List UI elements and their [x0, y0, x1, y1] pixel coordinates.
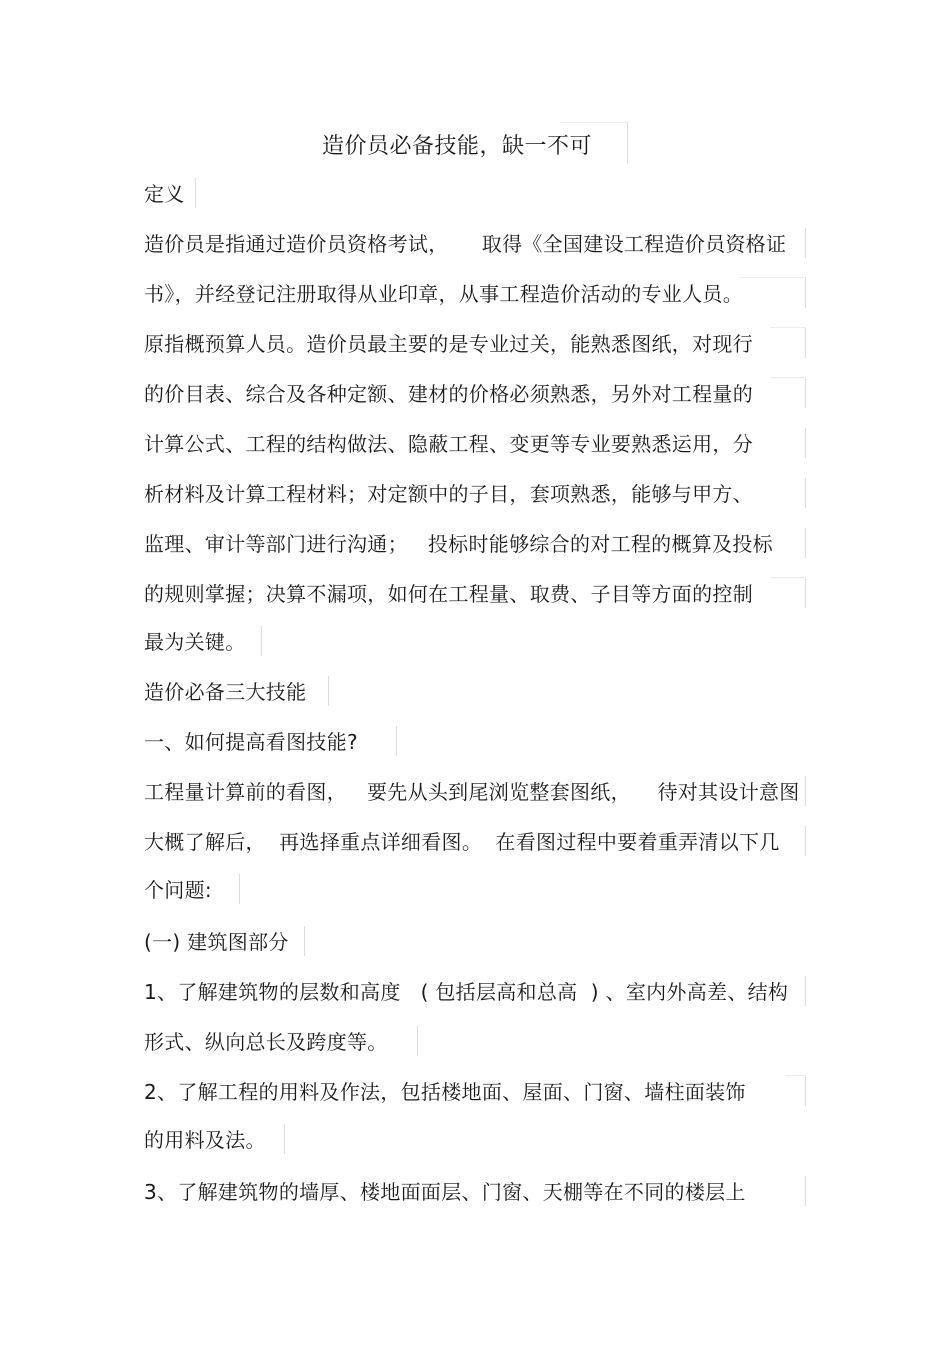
- separator-mark: [261, 626, 262, 656]
- list-item: 3、了解建筑物的墙厚、楼地面面层、门窗、天棚等在不同的楼层上: [144, 1180, 746, 1204]
- separator-mark: [740, 277, 806, 278]
- separator-mark: [805, 1176, 806, 1206]
- separator-mark: [805, 228, 806, 258]
- separator-mark: [560, 122, 628, 123]
- separator-mark: [770, 327, 806, 328]
- separator-mark: [770, 577, 806, 578]
- paragraph-line: 析材料及计算工程材料；对定额中的子目，套项熟悉，能够与甲方、: [144, 482, 753, 506]
- paragraph-line: 最为关键。: [144, 630, 246, 654]
- document-title: 造价员必备技能，缺一不可: [322, 134, 593, 159]
- separator-mark: [805, 976, 806, 1006]
- separator-mark: [805, 578, 806, 608]
- list-item: 1、了解建筑物的层数和高度 ( 包括层高和总高 ) 、室内外高差、结构: [144, 980, 789, 1004]
- separator-mark: [805, 278, 806, 308]
- paragraph-line: 工程量计算前的看图， 要先从头到尾浏览整套图纸， 待对其设计意图: [144, 780, 800, 804]
- paragraph-line: 的规则掌握；决算不漏项，如何在工程量、取费、子目等方面的控制: [144, 582, 753, 606]
- paragraph-line: 书》，并经登记注册取得从业印章，从事工程造价活动的专业人员。: [144, 282, 743, 306]
- section-heading: 一、如何提高看图技能?: [144, 730, 358, 754]
- list-item: 2、了解工程的用料及作法，包括楼地面、屋面、门窗、墙柱面装饰: [144, 1080, 746, 1104]
- separator-mark: [805, 776, 806, 806]
- separator-mark: [805, 528, 806, 558]
- paragraph-line: 的价目表、综合及各种定额、建材的价格必须熟悉，另外对工程量的: [144, 382, 753, 406]
- separator-mark: [805, 428, 806, 458]
- separator-mark: [805, 378, 806, 408]
- section-heading: 造价必备三大技能: [144, 680, 307, 704]
- paragraph-line: 造价员是指通过造价员资格考试， 取得《全国建设工程造价员资格证: [144, 232, 787, 256]
- paragraph-line: 个问题:: [144, 878, 212, 902]
- separator-mark: [195, 178, 196, 208]
- list-item: 的用料及法。: [144, 1128, 266, 1152]
- separator-mark: [239, 874, 240, 904]
- separator-mark: [304, 926, 305, 956]
- separator-mark: [770, 377, 806, 378]
- separator-mark: [805, 1076, 806, 1106]
- separator-mark: [627, 122, 628, 164]
- separator-mark: [396, 726, 397, 756]
- separator-mark: [805, 826, 806, 856]
- separator-mark: [284, 1124, 285, 1154]
- paragraph-line: 定义: [144, 182, 185, 206]
- paragraph-line: 大概了解后， 再选择重点详细看图。 在看图过程中要着重弄清以下几: [144, 830, 780, 854]
- paragraph-line: 监理、审计等部门进行沟通； 投标时能够综合的对工程的概算及投标: [144, 532, 773, 556]
- subsection-heading: (一) 建筑图部分: [144, 930, 289, 954]
- separator-mark: [785, 1075, 806, 1076]
- paragraph-line: 计算公式、工程的结构做法、隐蔽工程、变更等专业要熟悉运用，分: [144, 432, 753, 456]
- paragraph-line: 原指概预算人员。造价员最主要的是专业过关，能熟悉图纸，对现行: [144, 332, 753, 356]
- separator-mark: [328, 676, 329, 706]
- separator-mark: [805, 328, 806, 358]
- separator-mark: [805, 478, 806, 508]
- separator-mark: [417, 1026, 418, 1056]
- list-item: 形式、纵向总长及跨度等。: [144, 1030, 388, 1054]
